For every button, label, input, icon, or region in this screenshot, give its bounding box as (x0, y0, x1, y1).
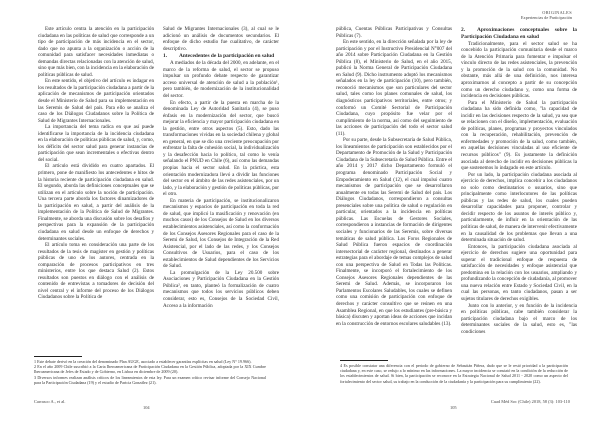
section-title: Antecedentes de la participación en salud (179, 53, 275, 60)
paragraph: A mediados de la década del 2000, en adelante, en el marco de la reforma de salud, el sector se propuso impulsar un profundo debate respecto de garantizar acceso universal de atención de salud a la población¹, pero también, de modernización de la institucionalidad del sector. (163, 60, 279, 100)
page-number: 105 (450, 405, 457, 410)
footnote-rule (340, 360, 388, 361)
section-number: 2. (461, 27, 466, 33)
right-page-column-1 (336, 26, 452, 327)
paragraph: El artículo toma en consideración una parte de los resultados de la tesis de magíster en gestión y políticas públicas de uno de los autores, centrada en la comparación de procesos participativos en tres ministerios, entre los que destaca Salud (2). Estos resultados son puestos en diálogo con el análisis de contenido de entrevistas a tomadores de decisión del nivel central y el informe del proceso de los Diálogos Ciudadanos sobre la Política de (38, 242, 154, 301)
paragraph: En este sentido, en la dirección señalada por la ley de participación y por el Instructivo Presidencial N°007 del año 2014 sobre Participación Ciudadana en la Gestión Pública (8), el Ministerio de Salud, en el año 2015, publicó la Norma General de Participación Ciudadana en Salud (9). Dicho instrumento adoptó los mecanismos señalados en la ley de participación (10), pero también, reconoció mecanismos que son particulares del sector salud, tales como los planes comunales de salud, los diagnósticos participativos territoriales, entre otros; y conformó un Comité Sectorial de Participación Ciudadana, cuyo propósito fue velar por el cumplimiento de la norma, así como del seguimiento de las acciones de participación del todo el sector salud (11). (336, 39, 452, 137)
right-page-column-2 (461, 26, 577, 335)
paragraph: El artículo está dividido en cuatro apartados. El primero, pone de manifiesto los antecedentes e hitos de la historia reciente de participación ciudadana en salud. El segundo, aborda las definiciones conceptuales que se utilizan en el artículo sobre la noción de participación. Una tercera parte aborda los factores dinamizadores de la participación en salud, a partir del análisis de la implementación de la Política de Salud de Migrantes. Finalmente, se aborda una discusión sobre los desafíos y perspectivas para la expansión de la participación ciudadana en salud desde un enfoque de derechos y determinantes sociales. (38, 163, 154, 242)
running-head-section: ORIGINALES (542, 10, 572, 15)
left-page-column-1 (38, 26, 154, 301)
paragraph: En efecto, a partir de la puesta en marcha de la denominada Ley de Autoridad Sanitaria (4), se puso énfasis en la modernización del sector, que buscó mejorar la eficiencia y mayor participación ciudadana en la gestión, entre otros aspectos (5). Esto, dado las transformaciones vividas en la sociedad chilena y global en general, en que se dio una creciente preocupación por enfrentar la falta de cohesión social, la individualización y la desafección hacia lo político, tal como lo venía señalando el PNUD en Chile (6), así como las demandas propias hacia el sector salud. En la práctica, esta orientación modernizadora llevó a dividir las funciones del sector en el ámbito de las redes asistenciales, por un lado, y la elaboración y gestión de políticas públicas, por el otro. (163, 99, 279, 198)
paragraph: Por su parte, desde la Subsecretaría de Salud Pública, los lineamientos de participación son establecidos por el Departamento de Promoción de la Salud y Participación Ciudadana de la Subsecretaría de Salud Pública. Entre el año 2014 y 2017 dicho Departamento formuló el programa denominado Participación Social y Empoderamiento en Salud (12), el cual impulsó cuatro mecanismos de participación que se desarrollaron anualmente en todas las Seremi de Salud del país. Los Diálogos Ciudadanos, correspondieron a consultas presenciales sobre una política de salud o regulación en particular, orientados a la incidencia en políticas públicas. Las Escuelas de Gestores Sociales, correspondieron a instancias de formación de dirigentes sociales y funcionarios de las Seremis, sobre diversas temáticas de salud pública. Los Foros Regionales de Salud Pública fueron espacios de coordinación intersectorial de carácter regional, destinados a generar estrategias para el abordaje de temas complejos de salud con una perspectiva de Salud en Todas las Políticas. Finalmente, se incorporó el fortalecimiento de los Consejos Asesores Regionales dependientes de las Seremi de Salud. Además, se incorporaron los Parlamentos Escolares Saludables, los cuales se definen como una comisión de participación con enfoque de derechos y carácter consultivo que se reúnen en una Asamblea Regional, en que los estudiantes (pre-básica y básica) discuten y aportan ideas de acciones que incidan en la construcción de entornos escolares saludables (13). (336, 137, 452, 327)
section-title: Aproximaciones conceptuales sobre la Participación Ciudadana en salud (461, 27, 577, 40)
footnote: 4 Es posible constatar una diferencia con el periodo de gobierno de Sebastián Piñera, dado que se le restó prioridad a la participación ciudadana y, en este caso, se redujo a lo mínimo en las informaciones. La mayor incidencia se constató en la condición de la reducción de los establecimientos de salud. Si bien, la participación se reconoce en la Estrategia Nacional de Salud 2011 - 2020 como un aspecto del fortalecimiento del sector salud, su trabajo en la conducción de la ciudadanía y la participación para su cumplimiento (22). (340, 363, 568, 384)
paragraph: Junto con lo anterior, y en función de la incidencia en políticas públicas, cabe también considerar la participación ciudadana bajo el marco de los determinantes sociales de la salud, esto es, "las condiciones (461, 302, 577, 335)
journal-reference: Cuad Méd Soc (Chile) 2018, 58 (3): 103-110 (490, 399, 570, 404)
footnote: 3 Diversos informes realizan análisis críticos de los lineamientos de esta ley. Para un examen crítico revisar informe del Consejo Nacional para la Participación Ciudadana (19) y el estudio de Paricia González (21). (34, 374, 266, 385)
paragraph: La importancia del tema radica en que así puede identificarse la importancia de la incidencia ciudadana en la elaboración de políticas públicas de salud, y, como, los déficits del sector salud para generar instancias de participación que sean incrementales o efectivas dentro del social. (38, 124, 154, 163)
paragraph: Para el Ministerio de Salud la participación ciudadana ha sido definida como, "la capacidad de incidir en las decisiones respecto de la salud, ya sea que se relacionen con el diseño, implementación, evaluación de políticas, planes, programas y proyectos vinculados con la recuperación, rehabilitación, prevención de enfermedades y promoción de la salud, como también, en aquellas decisiones vinculadas al uso eficiente de recursos públicos" (9). Es justamente la definición asociada al derecho de incidir en decisiones públicas la que sostenemos lo indagado en este artículo. (461, 99, 577, 172)
paragraph: pública, Cuentas Públicas Participativas y Consultas Públicas (7). (336, 26, 452, 39)
running-head-subtitle: Experiencias de Participación (520, 15, 572, 21)
paragraph: Este artículo centra la atención en la participación ciudadana en las políticas de salud que corresponde a un tipo de participación de más incidencia en el sector, dado que no apunta a la organización o acción de la comunidad para satisfacer necesidades inmediatas o demandas directas relacionadas con la atención de salud, sino que más bien, con la incidencia en la elaboración de políticas públicas de salud. (38, 26, 154, 78)
right-page (300, 0, 600, 421)
paragraph: En materia de participación, se institucionalizaron mecanismos y espacios de participación en toda la red de salud, que implicó la masificación y renovación (en muchos casos) de los Consejos de Salud en los diversos establecimientos asistenciales, así como la conformación de los Consejos Asesores Regionales para el caso de la Seremi de Salud, los Consejos de Integración de la Red Asistencial, por el lado de las redes, y los Consejos Consultivos de Usuarios, para el caso de los establecimientos de Salud dependientes de los Servicios de Salud. (163, 197, 279, 270)
section-number: 1. (163, 53, 168, 60)
footnote-rule (34, 356, 82, 357)
paragraph: Entonces, la participación ciudadana asociada al ejercicio de derechos sugiere una oportunidad para superar el tradicional enfoque de respuesta de satisfacción de necesidades y enfoque asistencial que predomina en la relación con los usuarios, ampliando y profundizando la concepción de ciudadanía, al promover una nueva relación entre Estado y Sociedad Civil, en la cual las personas, en tanto ciudadanos, pasan a ser sujetos titulares de derechos exigibles. (461, 243, 577, 303)
author-footer: Carrasco A., et al. (34, 399, 66, 404)
section-heading-1 (163, 53, 279, 60)
footnote: 2 En el año 2009 Chile suscribió a la Carta Iberoamericana de Participación Ciudadana en la Gestión Pública, adoptada por la XIX Cumbre Iberoamericana de Jefes de Estado y de Gobierno, en Lisboa en diciembre de 2009 (20). (34, 364, 266, 375)
paragraph: Salud de Migrantes Internacionales (3), al cual se le adicionó un análisis de documentos secundarios. El enfoque de dicho estudio fue cualitativo, de carácter descriptivo. (163, 26, 279, 52)
paragraph: En este sentido, el objetivo del artículo es indagar en los resultados de la participación ciudadana a partir de la aplicación de mecanismos de participación orientados desde el Ministerio de Salud para su implementación en las Seremis de Salud del país. Para ello se analiza el caso de los Diálogos Ciudadanos sobre la Política de Salud de Migrantes Internacionales. (38, 78, 154, 124)
section-heading-2 (461, 27, 577, 40)
footnotes (340, 363, 568, 384)
running-head (521, 10, 572, 21)
footnote: 1 Este debate derivó en la creación del denominado Plan AUGE, asociado a establecer garantías explícitas en salud (Ley N° 19.966). (34, 359, 252, 364)
page-number: 104 (143, 405, 150, 410)
left-page-column-2 (163, 26, 279, 309)
paragraph: Por un lado, la participación ciudadana asociada al ejercicio de derechos, implica concebir a los ciudadanos no solo como destinatarios o usuarios, sino que principalmente como interlocutores de las políticas públicas y las redes de salud, los cuales pueden desarrollar capacidades para proponer, controlar y decidir respecto de los asuntos de interés público y, particularmente, de influir en la orientación de las políticas de salud, de manera de intervenir efectivamente en la causalidad de los problemas que llevan a una determinada situación de salud. (461, 171, 577, 244)
paragraph: La promulgación de la Ley 20.500 sobre Asociaciones y Participación Ciudadana en la Gestión Pública², en tanto, planteó la formalización de cuatro mecanismos que todos los servicios públicos deben considerar, esto es, Consejos de la Sociedad Civil, Acceso a la información (163, 269, 279, 309)
footnotes (34, 359, 266, 385)
paragraph: Tradicionalmente, para el sector salud se ha concebido la participación comunitaria desde el marco de la Atención Primaria para fomentar e impulsar el vínculo directo de las redes asistenciales, la prevención y la promoción de la salud con la comunidad. No obstante, más allá de una definición, nos interesa aproximarnos al concepto a partir de su concepción como un derecho ciudadano y, como una forma de incidencia en decisiones públicas. (461, 40, 577, 100)
